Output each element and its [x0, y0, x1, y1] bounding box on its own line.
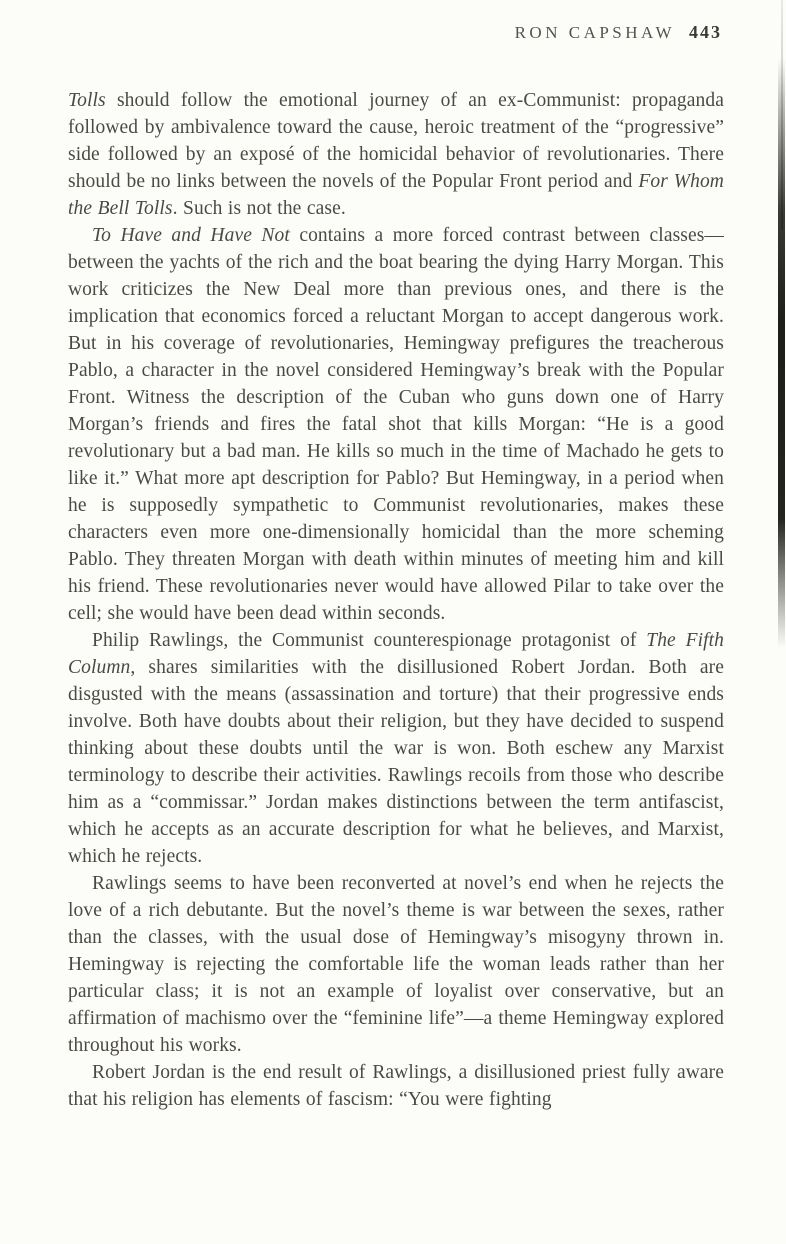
paragraph: Robert Jordan is the end result of Rawlings, a disillusioned priest fully aware that his religion has elements of fascism: “You were fighting	[68, 1062, 724, 1110]
paragraph: Philip Rawlings, the Communist counterespionage protagonist of The Fifth Column, shares similarities with the disillusioned Robert Jordan. Both are disgusted with the means (assassination and torture) that their progressive ends involve. Both have doubts about their religion, but they have decided to suspend thinking about these doubts until the war is won. Both eschew any Marxist terminology to describe their activities. Rawlings recoils from those who describe him as a “commissar.” Jordan makes distinctions between the term antifascist, which he accepts as an accurate description for what he believes, and Marxist, which he rejects.	[68, 630, 724, 867]
page-number: 443	[689, 22, 722, 42]
paragraph: Tolls should follow the emotional journey of an ex-Communist: propaganda followed by ambivalence toward the cause, heroic treatment of the “progressive” side followed by an exposé of the homicidal behavior of revolutionaries. There should be no links between the novels of the Popular Front period and For Whom the Bell Tolls. Such is not the case.	[68, 90, 724, 219]
author-name: RON CAPSHAW	[514, 23, 675, 42]
page-body	[68, 87, 724, 1113]
page-gutter-shadow	[778, 58, 785, 648]
running-header	[68, 22, 722, 43]
paragraph: Rawlings seems to have been reconverted at novel’s end when he rejects the love of a rich debutante. But the novel’s theme is war between the sexes, rather than the classes, with the usual dose of Hemingway’s misogyny thrown in. Hemingway is rejecting the comfortable life the woman leads rather than her particular class; it is not an example of loyalist over conservative, but an affirmation of machismo over the “feminine life”—a theme Hemingway explored throughout his works.	[68, 873, 724, 1056]
paragraph: To Have and Have Not contains a more forced contrast between classes—between the yachts of the rich and the boat bearing the dying Harry Morgan. This work criticizes the New Deal more than previous ones, and there is the implication that economics forced a reluctant Morgan to accept dangerous work. But in his coverage of revolutionaries, Hemingway prefigures the treacherous Pablo, a character in the novel considered Hemingway’s break with the Popular Front. Witness the description of the Cuban who guns down one of Harry Morgan’s friends and fires the fatal shot that kills Morgan: “He is a good revolutionary but a bad man. He kills so much in the time of Machado he gets to like it.” What more apt description for Pablo? But Hemingway, in a period when he is supposedly sympathetic to Communist revolutionaries, makes these characters even more one-dimensionally homicidal than the more scheming Pablo. They threaten Morgan with death within minutes of meeting him and kill his friend. These revolutionaries never would have allowed Pilar to take over the cell; she would have been dead within seconds.	[68, 225, 724, 624]
